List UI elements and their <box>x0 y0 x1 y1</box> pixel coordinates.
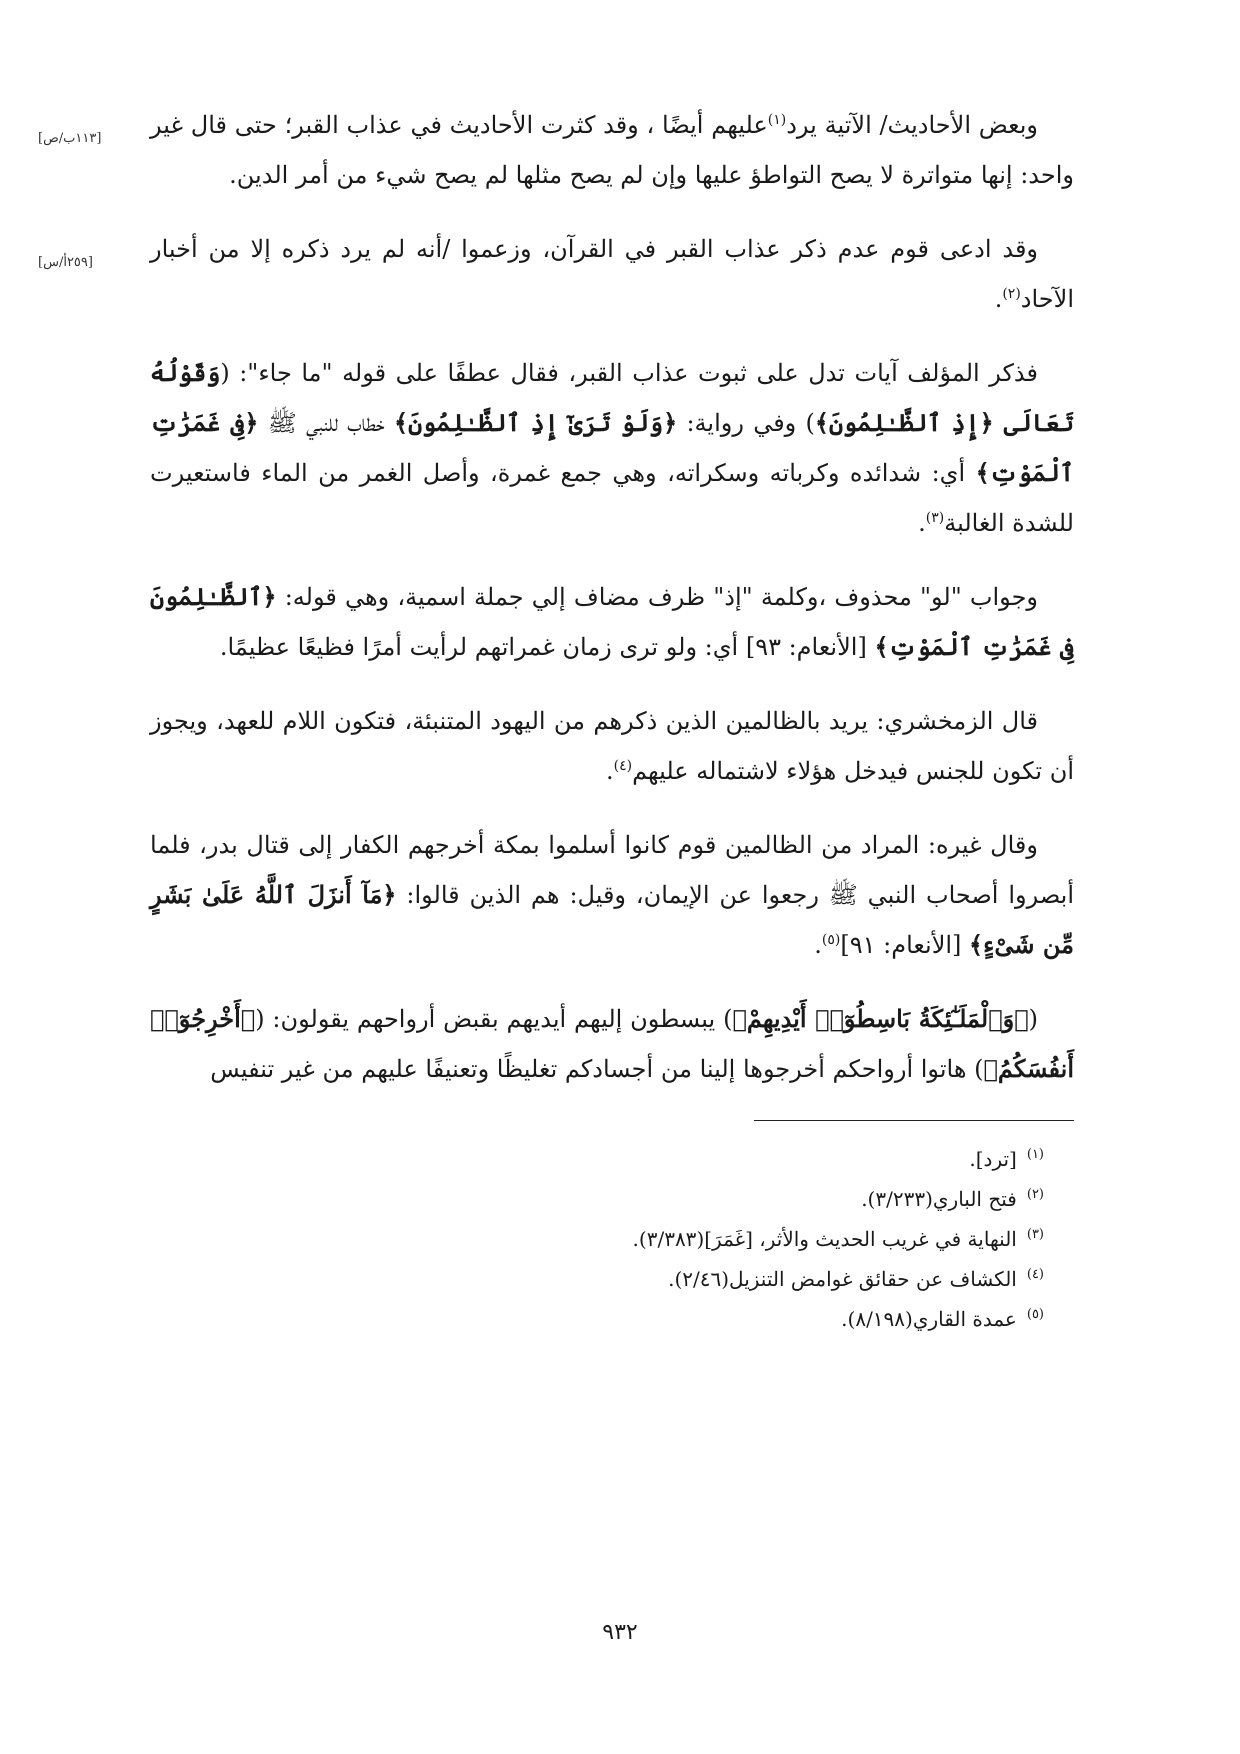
paragraph-7-pre: ( <box>1028 1005 1038 1033</box>
footnote-ref-4[interactable]: (٤) <box>613 758 633 774</box>
footnote-separator <box>754 1120 1074 1121</box>
footnote-1 <box>150 1139 1074 1179</box>
quran-quote-3: ﴿فِى غَمَرَٰتِ ٱلْمَوْتِ﴾ <box>150 408 1074 487</box>
footnote-ref-5[interactable]: (٥) <box>821 932 841 948</box>
margin-note-1: [١١٣ب/ص] <box>38 131 102 146</box>
paragraph-2-tail: . <box>994 285 1003 313</box>
paragraph-6 <box>150 820 1074 970</box>
paragraph-1 <box>38 100 1074 200</box>
quran-quote-1: وَقَوْلُهُ تَعَالَى ﴿إِذِ ٱلظَّـٰلِمُونَ﴾ <box>150 358 1075 437</box>
footnote-4 <box>150 1259 1074 1299</box>
quran-quote-7: ﴿أَخْرِجُوٓا۟ أَنفُسَكُمُ﴾ <box>150 1004 1074 1083</box>
paragraph-3-post: أي: شدائده وكرباته وسكراته، وهي جمع غمرة، وأصل الغمر من الماء فاستعيرت للشدة الغالبة <box>150 459 1074 537</box>
paragraph-2-text: وقد ادعى قوم عدم ذكر عذاب القبر في القرآن، وزعموا /أنه لم يرد ذكره إلا من أخبار الآحاد <box>150 235 1074 313</box>
quran-quote-4: ﴿ٱلظَّـٰلِمُونَ فِى غَمَرَٰتِ ٱلْمَوْتِ﴾ <box>150 582 1074 661</box>
paragraph-5-tail: . <box>605 757 614 785</box>
footnote-text: [ترد]. <box>969 1147 1017 1171</box>
footnote-number: (٥) <box>1026 1307 1044 1323</box>
paragraph-3-tail: . <box>918 509 926 537</box>
page-body <box>38 100 1075 1339</box>
footnote-ref-1[interactable]: (١) <box>767 112 787 128</box>
footnote-text: عمدة القاري(٨/١٩٨). <box>841 1307 1017 1331</box>
footnote-number: (١) <box>1026 1147 1044 1163</box>
paragraph-7-mid: ) يبسطون إليهم أيديهم بقبض أرواحهم يقولون: ( <box>255 1005 733 1033</box>
footnote-5 <box>150 1299 1074 1339</box>
paragraph-2 <box>38 224 1074 324</box>
paragraph-7-post: ) هاتوا أرواحكم أخرجوها إلينا من أجسادكم تغليظًا وتعنيفًا عليهم من غير تنفيس <box>210 1055 984 1083</box>
margin-note-2: [٢٥٩أ/س] <box>38 255 93 270</box>
footnote-number: (٣) <box>1026 1227 1044 1243</box>
footnote-number: (٤) <box>1026 1267 1044 1283</box>
paragraph-5 <box>150 696 1074 796</box>
quran-quote-2: ﴿وَلَوْ تَرَىٰٓ إِذِ ٱلظَّـٰلِمُونَ﴾ <box>394 408 678 437</box>
paragraph-3-mid2: خطاب للنبي ﷺ <box>258 409 394 437</box>
paragraph-3-pre: فذكر المؤلف آيات تدل على ثبوت عذاب القبر، فقال عطفًا على قوله "ما جاء": ( <box>220 359 1038 387</box>
paragraph-6-tail: . <box>814 931 822 959</box>
paragraph-6-post: [الأنعام: ٩١] <box>840 931 970 959</box>
footnote-ref-2[interactable]: (٢) <box>1002 286 1021 302</box>
footnotes <box>150 1139 1074 1339</box>
paragraph-6-pre: وقال غيره: المراد من الظالمين قوم كانوا أسلموا بمكة أخرجهم الكفار إلى قتال بدر، فلما أبصروا أصحاب النبي ﷺ رجعوا عن الإيمان، وقيل: هم الذين قالوا: <box>150 831 1075 909</box>
paragraph-4-post: [الأنعام: ٩٣] أي: ولو ترى زمان غمراتهم لرأيت أمرًا فظيعًا عظيمًا. <box>219 633 875 661</box>
paragraph-1-tail: عليهم أيضًا ، وقد كثرت الأحاديث في عذاب القبر؛ حتى قال غير واحد: إنها متواترة لا يصح التواطؤ عليها وإن لم يصح مثلها لم يصح شيء من أمر الدين. <box>150 111 1074 189</box>
quran-quote-5: ﴿مَآ أَنزَلَ ٱللَّهُ عَلَىٰ بَشَرٍ مِّن شَىْءٍ﴾ <box>150 880 1074 959</box>
footnote-text: النهاية في غريب الحديث والأثر، [غَمَرَ](٣/٣٨٣). <box>632 1227 1017 1251</box>
paragraph-5-text: قال الزمخشري: يريد بالظالمين الذين ذكرهم من اليهود المتنبئة، فتكون اللام للعهد، ويجوز أن تكون للجنس فيدخل هؤلاء لاشتماله عليهم <box>150 707 1074 785</box>
footnote-number: (٢) <box>1026 1187 1044 1203</box>
paragraph-3-mid: ) وفي رواية: <box>677 409 815 437</box>
quran-quote-6: ﴿وَٱلْمَلَـٰٓئِكَةُ بَاسِطُوٓا۟ أَيْدِيهِمْ﴾ <box>732 1004 1029 1033</box>
paragraph-4 <box>150 572 1074 672</box>
footnote-2 <box>150 1179 1074 1219</box>
paragraph-1-text: وبعض الأحاديث/ الآتية يرد <box>786 111 1038 139</box>
footnote-text: الكشاف عن حقائق غوامض التنزيل(٢/٤٦). <box>668 1267 1017 1291</box>
footnote-ref-3[interactable]: (٣) <box>925 510 945 526</box>
paragraph-4-pre: وجواب "لو" محذوف ،وكلمة "إذ" ظرف مضاف إلي جملة اسمية، وهي قوله: <box>276 583 1038 611</box>
footnote-3 <box>150 1219 1074 1259</box>
footnote-text: فتح الباري(٣/٢٣٣). <box>861 1187 1017 1211</box>
paragraph-7 <box>150 994 1074 1094</box>
page-number: ٩٣٢ <box>602 1620 638 1645</box>
paragraph-3 <box>150 348 1074 548</box>
